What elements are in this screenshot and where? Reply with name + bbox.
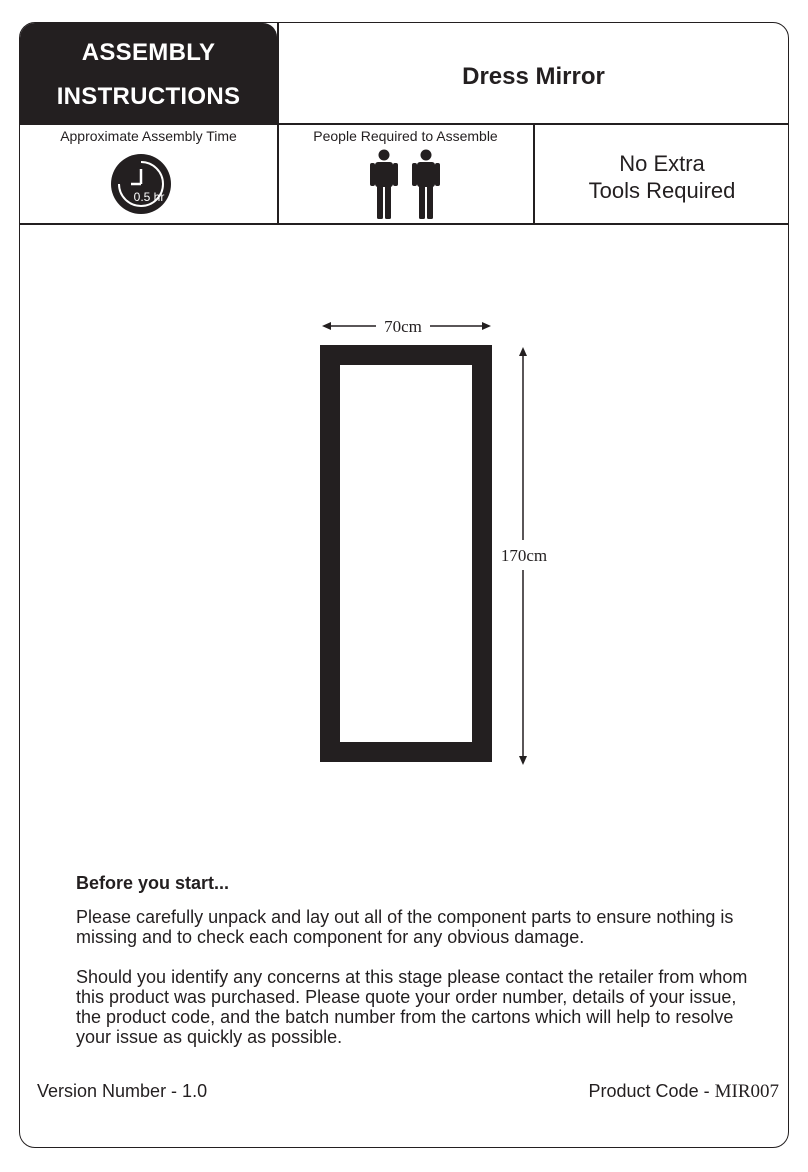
contact-retailer-instructions: Should you identify any concerns at this stage please contact the retailer from whom this product was purchased. Please quote your order number, details of your issue, the product code, and the batch number from the cartons which will help to resolve your issue as quickly as possible. [76,967,748,1047]
version-number: Version Number - 1.0 [37,1081,208,1101]
header-divider [20,123,789,125]
assembly-time-value: 0.5 hr [133,190,165,204]
mirror-dimension-diagram [300,308,580,778]
instruction-sheet [19,22,789,1148]
person-icon [370,150,398,220]
clock-icon [110,153,172,215]
product-code-label: Product Code - [588,1081,710,1101]
unpack-instructions: Please carefully unpack and lay out all of the component parts to ensure nothing is missing and to check each component for any obvious damage. [76,907,734,947]
product-code-value: MIR007 [714,1081,779,1102]
people-icons [370,149,442,221]
product-code [589,1081,779,1103]
no-tools-line-1: No Extra [619,151,705,176]
product-title: Dress Mirror [462,63,605,90]
people-required-label: People Required to Assemble [313,128,498,144]
width-label: 70cm [384,317,422,336]
height-label: 170cm [500,546,548,565]
info-row-divider [20,223,789,225]
no-tools-notice [534,150,789,204]
mirror-frame [330,355,482,752]
header-column-divider-1 [277,23,279,224]
assembly-time-label: Approximate Assembly Time [60,128,237,144]
badge-line-2: INSTRUCTIONS [56,83,241,110]
no-tools-line-2: Tools Required [588,178,736,203]
badge-line-1: ASSEMBLY [81,39,216,66]
person-icon [412,150,440,220]
before-you-start-heading: Before you start... [76,873,230,893]
assembly-instructions-badge [20,23,277,123]
